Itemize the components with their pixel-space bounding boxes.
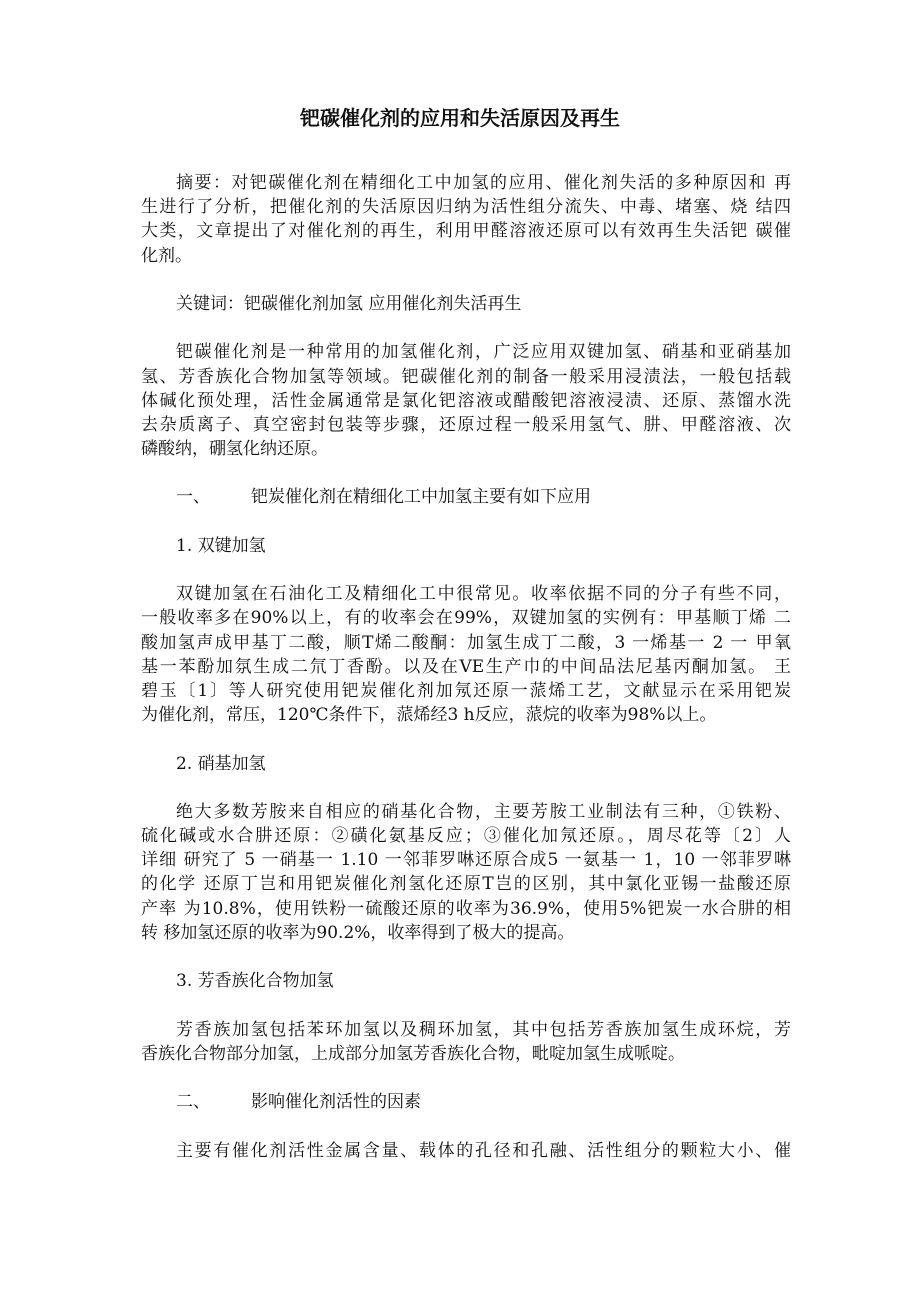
text-line: 体碱化预处理，活性金属通常是氯化钯溶液或醋酸钯溶液浸渍、还原、蒸馏水洗 <box>141 390 791 411</box>
text-line: 详细 研究了 5 一硝基一 1.10 一邻菲罗啉还原合成5 一氨基一 1，10 一邻菲罗啉 <box>141 850 791 871</box>
document-body <box>141 171 791 1187</box>
section-title: 影响催化剂活性的因素 <box>251 1092 421 1113</box>
section-heading-1 <box>141 485 791 509</box>
text-line: 化剂。 <box>141 245 192 266</box>
section-number: 二、 <box>176 1092 210 1113</box>
text-line: 大类，文章提出了对催化剂的再生，利用甲醛溶液还原可以有效再生失活钯 碳催 <box>141 221 791 242</box>
text-line: 碧玉〔1〕等人研究使用钯炭催化剂加氖还原一蒎烯工艺，文献显示在采用钯炭 <box>141 680 791 701</box>
subsection-heading-3: 3. 芳香族化合物加氢 <box>176 971 334 992</box>
text-line: 芳香族加氢包括苯环加氢以及稠环加氢，其中包括芳香族加氢生成环烷，芳 <box>176 1019 791 1040</box>
text-line: 摘要：对钯碳催化剂在精细化工中加氢的应用、催化剂失活的多种原因和 再 <box>176 173 791 193</box>
text-line: 生进行了分析，把催化剂的失活原因归纳为活性组分流失、中毒、堵塞、烧 结四 <box>141 197 791 218</box>
text-line: 的化学 还原丁岂和用钯炭催化剂氢化还原T岂的区别，其中氯化亚锡一盐酸还原 <box>141 874 791 895</box>
text-line: 钯碳催化剂是一种常用的加氢催化剂，广泛应用双键加氢、硝基和亚硝基加 <box>176 342 791 363</box>
section-2-paragraph <box>141 1139 791 1163</box>
text-line: 转 移加氢还原的收率为90.2%，收率得到了极大的提高。 <box>141 922 575 943</box>
section-number: 一、 <box>176 487 210 508</box>
text-line: 一般收率多在90%以上，有的收率会在99%，双键加氢的实例有：甲基顺丁烯 二 <box>141 608 791 629</box>
subsection-3-paragraph <box>141 1018 791 1066</box>
subsection-1-paragraph <box>141 582 791 727</box>
intro-paragraph <box>141 340 791 461</box>
subsection-2-paragraph <box>141 800 791 945</box>
section-title: 钯炭催化剂在精细化工中加氢主要有如下应用 <box>251 487 591 508</box>
text-line: 双键加氢在石油化工及精细化工中很常见。收率依据不同的分子有些不同， <box>176 584 791 605</box>
text-line: 硫化碱或水合肼还原：②磺化氨基反应；③催化加氖还原。，周尽花等〔2〕人 <box>141 826 791 847</box>
subsection-heading-2: 2. 硝基加氢 <box>176 753 266 774</box>
text-line: 氢、芳香族化合物加氢等领域。钯碳催化剂的制备一般采用浸渍法，一般包括载 <box>141 366 791 387</box>
keywords-text: 关键词：钯碳催化剂加氢 应用催化剂失活再生 <box>176 293 522 314</box>
subsection-heading-1: 1. 双键加氢 <box>176 535 266 556</box>
text-line: 为催化剂，常压，120℃条件下，蒎烯经3 h反应，蒎烷的收率为98%以上。 <box>141 705 717 726</box>
text-line: 香族化合物部分加氢，上成部分加氢芳香族化合物，毗啶加氢生成哌啶。 <box>141 1043 685 1064</box>
text-line: 磷酸纳，硼氢化纳还原。 <box>141 439 328 460</box>
text-line: 主要有催化剂活性金属含量、载体的孔径和孔融、活性组分的颗粒大小、催 <box>176 1140 791 1161</box>
text-line: 基一苯酚加氛生成二氘丁香酚。以及在VE生产巾的中间品法尼基丙酮加氢。 王 <box>141 656 791 677</box>
keywords-paragraph <box>141 292 791 316</box>
text-line: 产率 为10.8%，使用铁粉一硫酸还原的收率为36.9%，使用5%钯炭一水合肼的相 <box>141 898 791 919</box>
document-title: 钯碳催化剂的应用和失活原因及再生 <box>300 106 620 130</box>
text-line: 绝大多数芳胺来自相应的硝基化合物，主要芳胺工业制法有三种，①铁粉、 <box>176 801 791 822</box>
text-line: 去杂质离子、真空密封包装等步骤，还原过程一般采用氢气、肼、甲醛溶液、次 <box>141 414 791 435</box>
text-line: 酸加氢声成甲基丁二酸，顺T烯二酸酮：加氢生成丁二酸，3 一烯基一 2 一 甲氧 <box>141 632 791 653</box>
abstract-paragraph <box>141 171 791 268</box>
section-heading-2 <box>141 1090 791 1114</box>
